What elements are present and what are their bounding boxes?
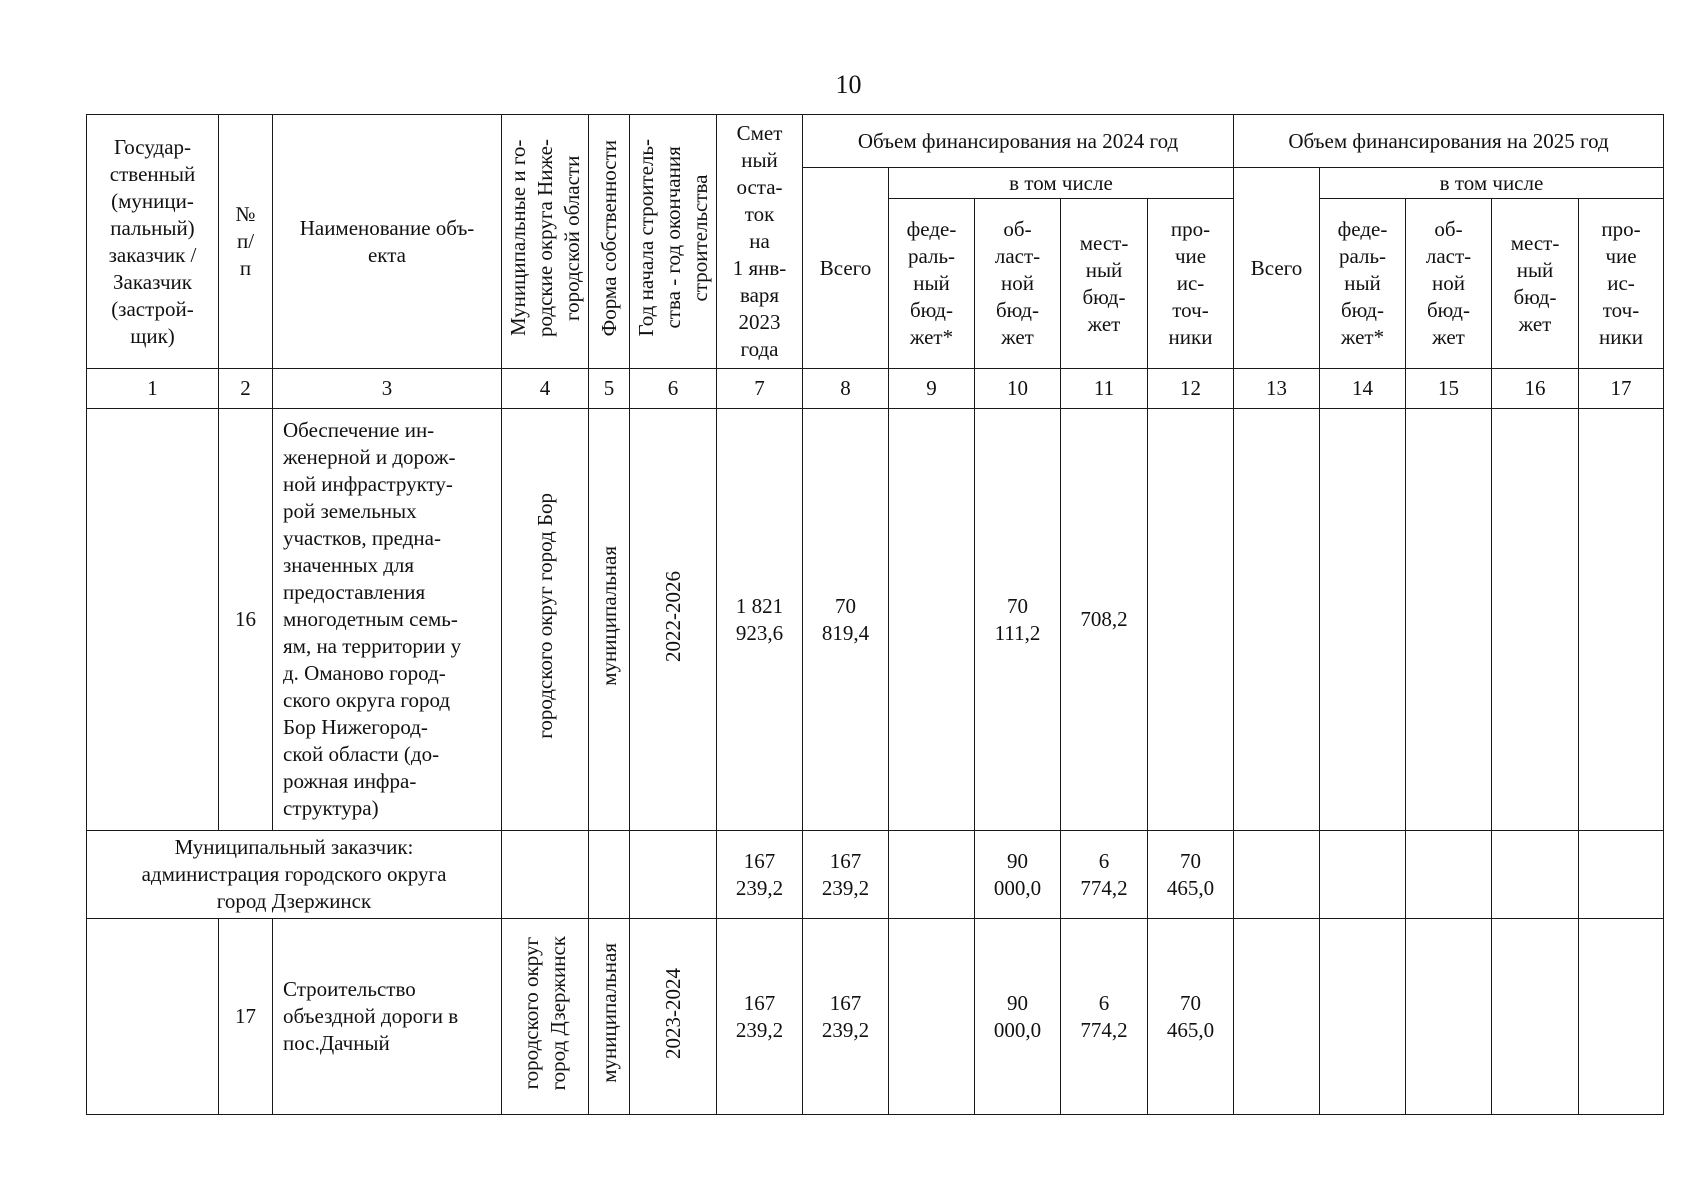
cell-federal-2024 (889, 831, 975, 919)
header-local-2025: мест- ный бюд- жет (1492, 199, 1579, 369)
header-fin-2025: Объем финансирования на 2025 год (1234, 115, 1664, 168)
cell-years-text: 2023-2024 (660, 967, 685, 1059)
column-number: 10 (975, 369, 1061, 409)
header-ownership (589, 115, 630, 369)
cell-total-2025 (1234, 409, 1320, 831)
cell-regional-2024: 70 111,2 (975, 409, 1061, 831)
table-row-17 (87, 919, 1664, 1115)
cell-ownership (589, 831, 630, 919)
header-total-2025: Всего (1234, 168, 1320, 369)
header-municipality-text: Муниципальные и го- родские округа Ниже- городской области (505, 139, 584, 337)
header-estimate: Смет ный оста- ток на 1 янв- варя 2023 года (717, 115, 803, 369)
cell-customer (87, 919, 219, 1115)
header-name: Наименование объ- екта (273, 115, 502, 369)
cell-years (630, 409, 717, 831)
cell-local-2024: 6 774,2 (1061, 919, 1148, 1115)
cell-federal-2025 (1320, 919, 1406, 1115)
cell-total-2024: 70 819,4 (803, 409, 889, 831)
column-number: 2 (219, 369, 273, 409)
column-number: 13 (1234, 369, 1320, 409)
cell-municipality (502, 831, 589, 919)
header-regional-2025: об- ласт- ной бюд- жет (1406, 199, 1492, 369)
cell-federal-2025 (1320, 831, 1406, 919)
header-local-2024: мест- ный бюд- жет (1061, 199, 1148, 369)
cell-years-text: 2022-2026 (660, 570, 685, 662)
column-number: 1 (87, 369, 219, 409)
cell-regional-2024: 90 000,0 (975, 831, 1061, 919)
header-num: № п/ п (219, 115, 273, 369)
cell-total-2025 (1234, 919, 1320, 1115)
cell-municipal-customer: Муниципальный заказчик: администрация городского округа город Дзержинск (87, 831, 502, 919)
cell-municipality-text: городского округ город Бор (532, 493, 557, 739)
column-number: 7 (717, 369, 803, 409)
cell-ownership-text: муниципальная (596, 546, 621, 686)
column-number: 16 (1492, 369, 1579, 409)
column-number: 5 (589, 369, 630, 409)
cell-ownership-text: муниципальная (596, 943, 621, 1083)
cell-customer (87, 409, 219, 831)
cell-object-name: Обеспечение ин- женерной и дорож- ной инфраструкту- рой земельных участков, предна- значенных для предоставления многодетным семь- ям, на территории у д. Оманово город- ского округа город Бор Нижегород- ской области (до- рожная инфра- структура) (273, 409, 502, 831)
header-total-2024: Всего (803, 168, 889, 369)
column-number: 4 (502, 369, 589, 409)
page-number: 10 (835, 70, 862, 99)
column-number: 8 (803, 369, 889, 409)
cell-other-2024: 70 465,0 (1148, 831, 1234, 919)
cell-estimate: 1 821 923,6 (717, 409, 803, 831)
header-row-1 (87, 115, 1664, 168)
header-other-2025: про- чие ис- точ- ники (1579, 199, 1664, 369)
cell-other-2024 (1148, 409, 1234, 831)
cell-federal-2025 (1320, 409, 1406, 831)
cell-total-2024: 167 239,2 (803, 919, 889, 1115)
cell-estimate: 167 239,2 (717, 831, 803, 919)
cell-local-2025 (1492, 831, 1579, 919)
column-number: 9 (889, 369, 975, 409)
column-number: 11 (1061, 369, 1148, 409)
cell-local-2024: 6 774,2 (1061, 831, 1148, 919)
header-regional-2024: об- ласт- ной бюд- жет (975, 199, 1061, 369)
header-municipality (502, 115, 589, 369)
cell-other-2025 (1579, 409, 1664, 831)
header-other-2024: про- чие ис- точ- ники (1148, 199, 1234, 369)
column-number: 17 (1579, 369, 1664, 409)
cell-municipality (502, 919, 589, 1115)
cell-other-2025 (1579, 919, 1664, 1115)
cell-ownership (589, 919, 630, 1115)
cell-regional-2025 (1406, 409, 1492, 831)
cell-regional-2025 (1406, 831, 1492, 919)
cell-local-2024: 708,2 (1061, 409, 1148, 831)
cell-ownership (589, 409, 630, 831)
header-federal-2025: феде- раль- ный бюд- жет* (1320, 199, 1406, 369)
header-federal-2024: феде- раль- ный бюд- жет* (889, 199, 975, 369)
cell-municipality-text: городского округ город Дзержинск (519, 935, 570, 1091)
header-years-text: Год начала строитель- ства - год окончания строительства (633, 139, 712, 337)
cell-regional-2024: 90 000,0 (975, 919, 1061, 1115)
cell-other-2025 (1579, 831, 1664, 919)
table-row-16 (87, 409, 1664, 831)
column-number: 6 (630, 369, 717, 409)
header-including-2025: в том числе (1320, 168, 1664, 199)
cell-object-name: Строительство объездной дороги в пос.Дачный (273, 919, 502, 1115)
cell-federal-2024 (889, 919, 975, 1115)
cell-years (630, 831, 717, 919)
cell-total-2024: 167 239,2 (803, 831, 889, 919)
column-numbers-row (87, 369, 1664, 409)
cell-federal-2024 (889, 409, 975, 831)
column-number: 3 (273, 369, 502, 409)
cell-other-2024: 70 465,0 (1148, 919, 1234, 1115)
column-number: 12 (1148, 369, 1234, 409)
cell-years (630, 919, 717, 1115)
header-customer: Государ- ственный (муници- пальный) заказчик / Заказчик (застрой- щик) (87, 115, 219, 369)
cell-municipality (502, 409, 589, 831)
financing-table (86, 114, 1664, 1115)
cell-estimate: 167 239,2 (717, 919, 803, 1115)
cell-local-2025 (1492, 919, 1579, 1115)
column-number: 15 (1406, 369, 1492, 409)
header-years (630, 115, 717, 369)
header-fin-2024: Объем финансирования на 2024 год (803, 115, 1234, 168)
table-row-customer (87, 831, 1664, 919)
cell-num: 17 (219, 919, 273, 1115)
cell-regional-2025 (1406, 919, 1492, 1115)
header-including-2024: в том числе (889, 168, 1234, 199)
cell-total-2025 (1234, 831, 1320, 919)
column-number: 14 (1320, 369, 1406, 409)
cell-local-2025 (1492, 409, 1579, 831)
header-ownership-text: Форма собственности (596, 139, 621, 337)
cell-num: 16 (219, 409, 273, 831)
